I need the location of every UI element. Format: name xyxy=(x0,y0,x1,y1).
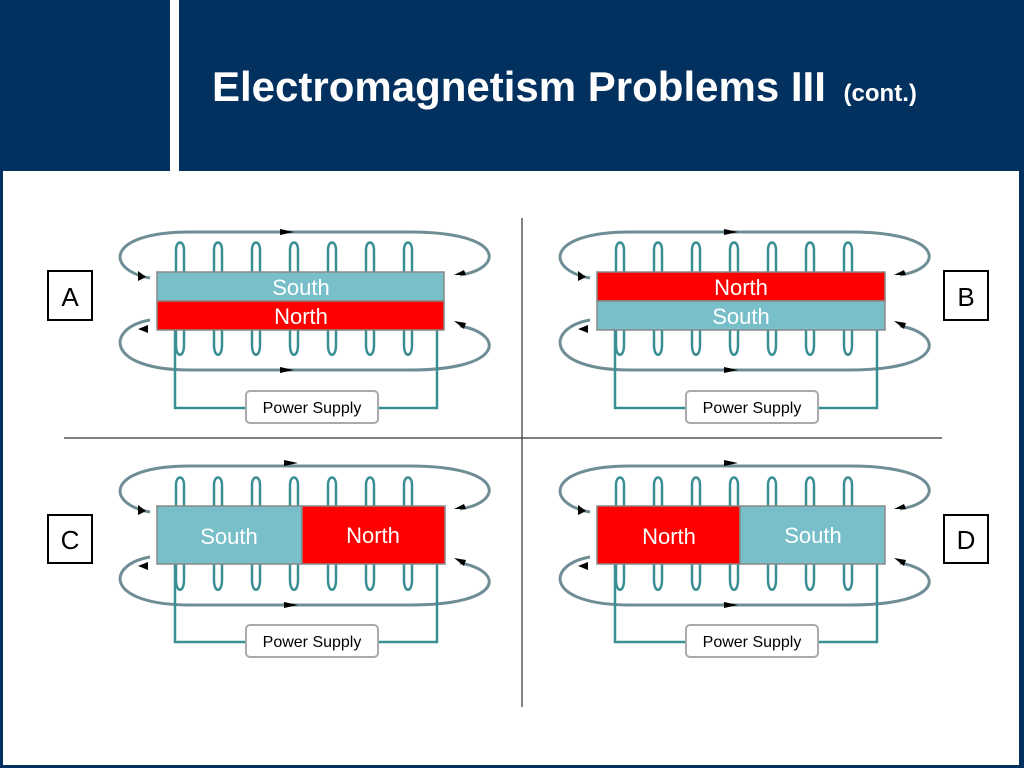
power-supply-label: Power Supply xyxy=(262,400,362,417)
panel-letter: D xyxy=(956,525,976,555)
coil-bottom xyxy=(176,564,412,590)
coil-top xyxy=(616,478,852,507)
coil-bottom xyxy=(616,564,852,590)
field-arrow xyxy=(894,270,906,275)
field-arrow xyxy=(894,504,906,509)
field-arrow xyxy=(138,562,148,570)
panel-letter: B xyxy=(957,282,975,312)
coil-bottom xyxy=(616,330,852,355)
pole-label-south: South xyxy=(200,524,258,549)
pole-label-north: North xyxy=(642,524,696,549)
pole-label-south: South xyxy=(784,523,842,548)
panel-b xyxy=(560,229,988,423)
panel-letter: A xyxy=(61,282,79,312)
panel-letter: C xyxy=(60,525,80,555)
panel-c xyxy=(48,460,489,657)
slide-title-text: Electromagnetism Problems III xyxy=(212,63,826,110)
field-arrow xyxy=(724,367,738,373)
field-arrow xyxy=(454,504,466,509)
coil-top xyxy=(176,243,412,273)
field-arrow xyxy=(454,321,466,329)
panel-a xyxy=(48,229,489,423)
pole-label-south: South xyxy=(712,304,770,329)
field-arrow xyxy=(894,321,906,329)
panel-d xyxy=(560,460,988,657)
slide-title-suffix: (cont.) xyxy=(843,80,917,107)
field-arrow xyxy=(454,270,466,275)
pole-label-south: South xyxy=(272,275,330,300)
pole-label-north: North xyxy=(714,275,768,300)
field-arrow xyxy=(578,562,588,570)
coil-top xyxy=(176,478,412,507)
coil-bottom xyxy=(176,330,412,355)
pole-label-north: North xyxy=(346,523,400,548)
field-arrow xyxy=(138,325,148,333)
field-arrow xyxy=(454,558,466,566)
coil-top xyxy=(616,243,852,273)
power-supply-label: Power Supply xyxy=(262,634,362,651)
field-arrow xyxy=(578,325,588,333)
field-arrow xyxy=(724,229,738,235)
pole-label-north: North xyxy=(274,304,328,329)
power-supply-label: Power Supply xyxy=(702,634,802,651)
field-arrow xyxy=(724,602,738,608)
field-arrow xyxy=(280,229,294,235)
power-supply-label: Power Supply xyxy=(702,400,802,417)
field-arrow xyxy=(894,558,906,566)
field-arrow xyxy=(284,602,298,608)
field-arrow xyxy=(280,367,294,373)
